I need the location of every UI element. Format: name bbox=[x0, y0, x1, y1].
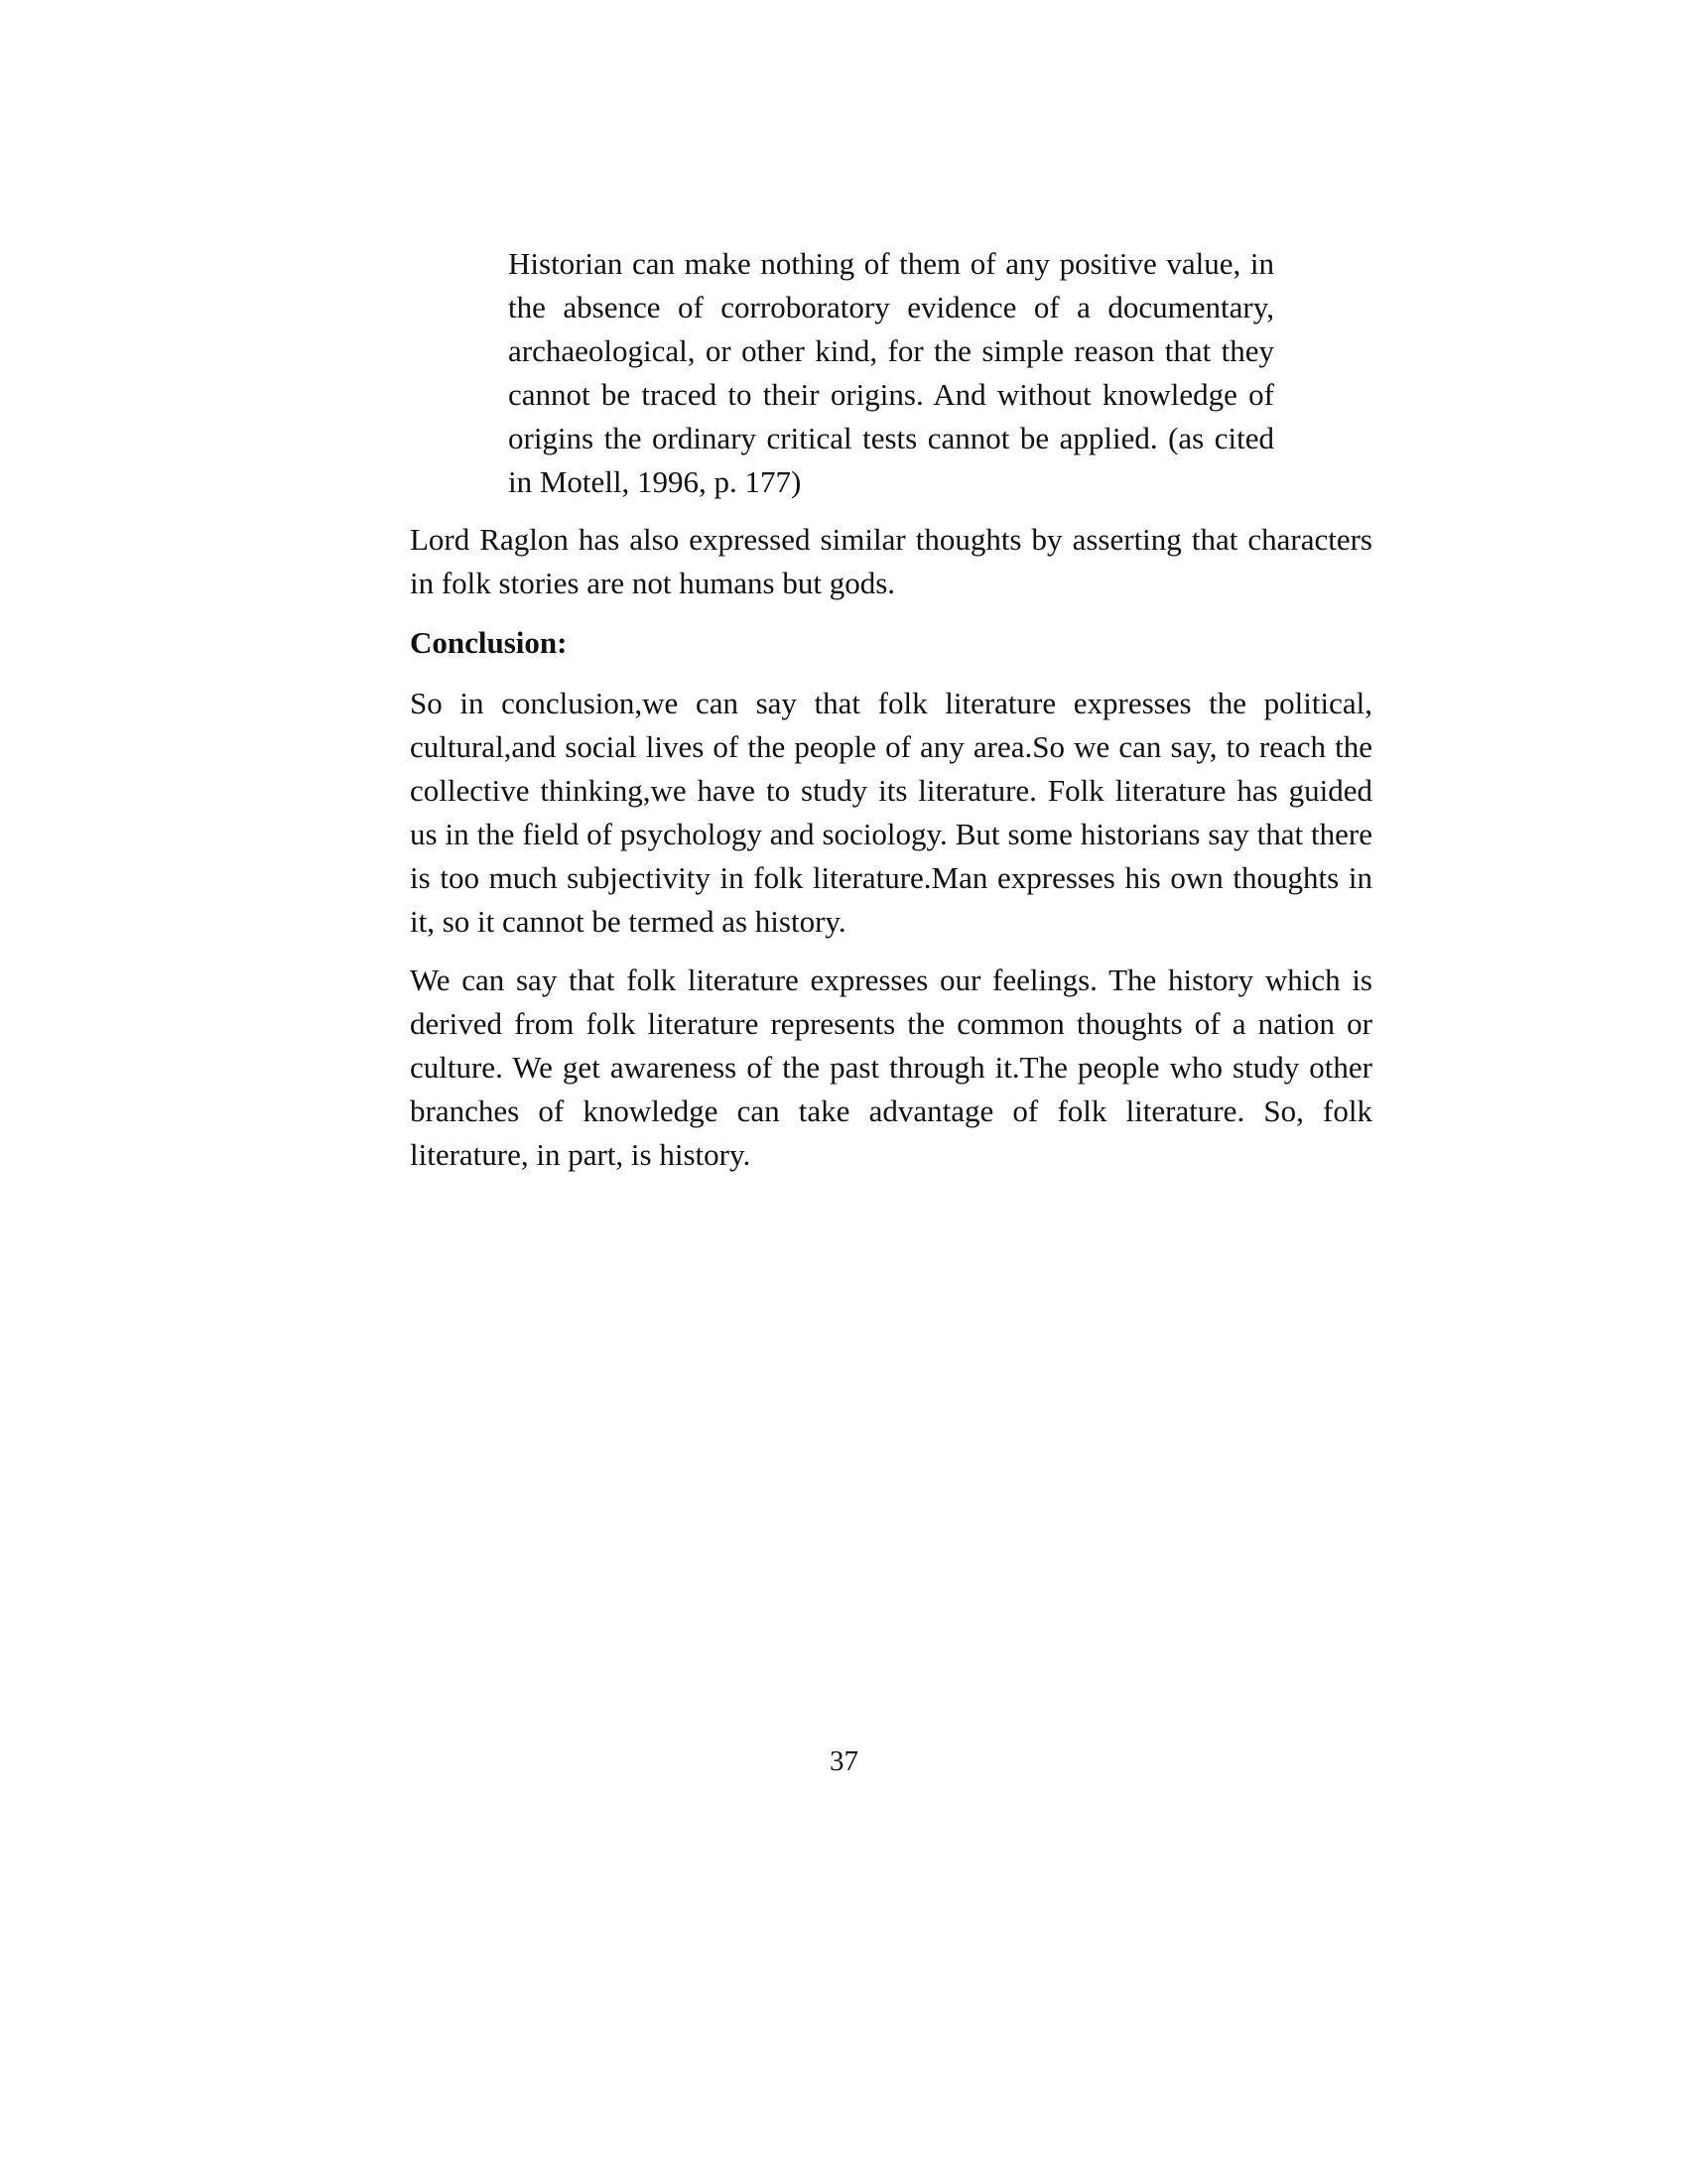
conclusion-paragraph-2: We can say that folk literature expresses our feelings. The history which is derived from folk literature represents the common thoughts of a nation or culture. We get awareness of the past through it.The people who study other branches of knowledge can take advantage of folk literature. So, folk literature, in part, is history. bbox=[410, 963, 1372, 1172]
page-number: 37 bbox=[830, 1745, 858, 1777]
conclusion-paragraph-1: So in conclusion,we can say that folk literature expresses the political, cultural,and social lives of the people of any area.So we can say, to reach the collective thinking,we have to study its literature. Folk literature has guided us in the field of psychology and sociology. But some historians say that there is too much subjectivity in folk literature.Man expresses his own thoughts in it, so it cannot be termed as history. bbox=[410, 686, 1372, 939]
conclusion-heading: Conclusion: bbox=[410, 625, 568, 660]
block-quote: Historian can make nothing of them of any positive value, in the absence of corroboratory evidence of a documentary, archaeological, or other kind, for the simple reason that they cannot be traced to their origins. And without knowledge of origins the ordinary critical tests cannot be applied. (as cited in Motell, 1996, p. 177) bbox=[508, 246, 1274, 499]
raglon-paragraph: Lord Raglon has also expressed similar thoughts by asserting that characters in folk stories are not humans but gods. bbox=[410, 522, 1372, 600]
